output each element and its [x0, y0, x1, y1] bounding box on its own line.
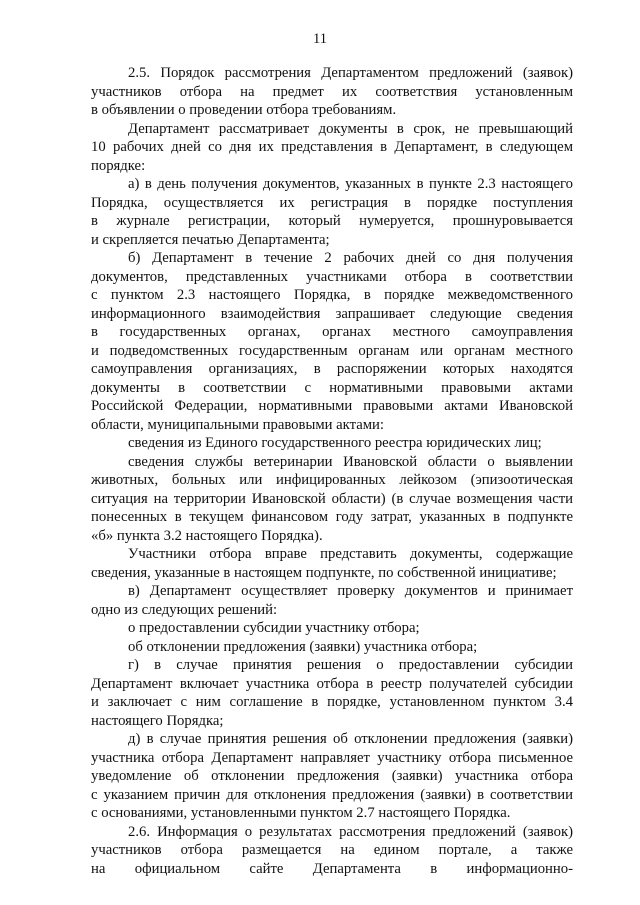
- text-line: г) в случае принятия решения о предоставлении субсидии: [128, 657, 573, 673]
- text-line: об отклонении предложения (заявки) участника отбора;: [128, 638, 478, 655]
- text-line: в объявлении о проведении отбора требованиям.: [91, 102, 397, 118]
- text-line: б) Департамент в течение 2 рабочих дней со дня получения: [128, 250, 573, 266]
- text-line: понесенных в текущем финансовом году затрат, указанных в подпункте: [91, 509, 573, 525]
- text-line: 2.6. Информация о результатах рассмотрения предложений (заявок): [128, 823, 573, 840]
- text-line: и подведомственных государственным органам или органам местного: [91, 342, 573, 359]
- text-line: а) в день получения документов, указанных в пункте 2.3 настоящего: [128, 176, 573, 192]
- text-line: Департамент рассматривает документы в срок, не превышающий: [128, 120, 573, 137]
- text-line: участников отбора размещается на едином портале, а также: [91, 842, 573, 858]
- text-line: о предоставлении субсидии участнику отбора;: [128, 620, 420, 636]
- text-line: сведения службы ветеринарии Ивановской области о выявлении: [128, 453, 573, 470]
- text-line: участника отбора Департамент направляет участнику отбора письменное: [91, 749, 573, 766]
- text-line: с основаниями, установленными пунктом 2.7 настоящего Порядка.: [91, 805, 511, 821]
- document-body: [91, 64, 573, 878]
- text-line: в журнале регистрации, который нумеруется, прошнуровывается: [91, 213, 573, 229]
- text-line: сведения, указанные в настоящем подпункте, по собственной инициативе;: [91, 564, 557, 581]
- text-line: д) в случае принятия решения об отклонении предложения (заявки): [128, 731, 573, 747]
- text-line: в государственных органах, органах местного самоуправления: [91, 324, 573, 340]
- text-line: и скрепляется печатью Департамента;: [91, 231, 330, 248]
- page-number: 11: [313, 31, 327, 47]
- text-line: уведомление об отклонении предложения (заявки) участника отбора: [91, 768, 573, 784]
- text-line: 10 рабочих дней со дня их представления в Департамент, в следующем: [91, 139, 573, 155]
- text-line: документов, представленных участниками отбора в соответствии: [91, 268, 573, 285]
- text-line: Участники отбора вправе представить документы, содержащие: [128, 546, 573, 562]
- text-line: сведения из Единого государственного реестра юридических лиц;: [128, 435, 542, 451]
- text-line: в) Департамент осуществляет проверку документов и принимает: [128, 583, 573, 599]
- text-line: 2.5. Порядок рассмотрения Департаментом предложений (заявок): [128, 65, 573, 81]
- text-line: одно из следующих решений:: [91, 601, 278, 618]
- text-line: животных, больных или инфицированных лейкозом (эпизоотическая: [91, 472, 573, 488]
- text-line: и заключает с ним соглашение в порядке, установленном пунктом 3.4: [91, 694, 573, 710]
- text-line: Российской Федерации, нормативными правовыми актами Ивановской: [91, 398, 573, 414]
- text-line: порядке:: [91, 157, 146, 174]
- text-line: с пунктом 2.3 настоящего Порядка, в порядке межведомственного: [91, 287, 573, 303]
- text-line: настоящего Порядка;: [91, 712, 224, 729]
- text-line: на официальном сайте Департамента в информационно-: [91, 860, 573, 877]
- text-line: с указанием причин для отклонения предложения (заявки) в соответствии: [91, 786, 573, 803]
- text-line: Порядка, осуществляется их регистрация в порядке поступления: [91, 194, 573, 211]
- text-line: ситуация на территории Ивановской области) (в случае возмещения части: [91, 490, 573, 507]
- text-line: самоуправления организациях, в распоряжении которых находятся: [91, 361, 573, 377]
- text-line: информационного взаимодействия запрашивает следующие сведения: [91, 305, 573, 322]
- text-line: области, муниципальными правовыми актами:: [91, 416, 384, 433]
- text-line: участников отбора на предмет их соответствия установленным: [91, 83, 573, 100]
- text-line: Департамент включает участника отбора в реестр получателей субсидии: [91, 675, 573, 692]
- text-line: документы в соответствии с нормативными правовыми актами: [91, 379, 573, 396]
- text-line: «б» пункта 3.2 настоящего Порядка).: [91, 527, 323, 544]
